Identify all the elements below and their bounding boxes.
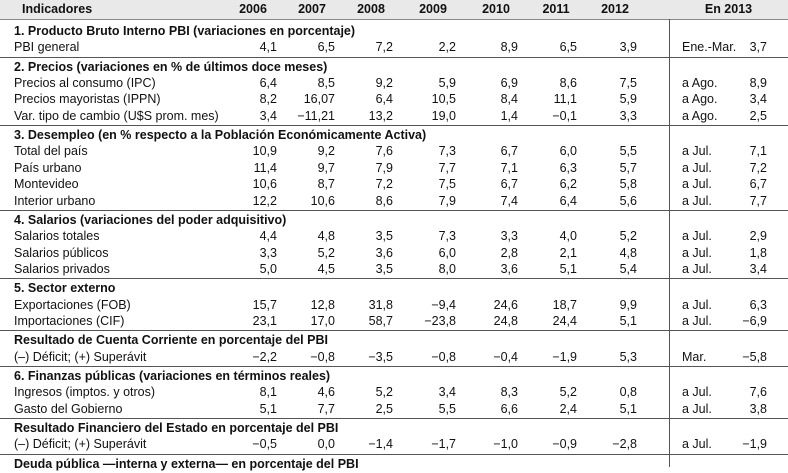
value-2013: 7,2: [749, 160, 767, 175]
value-2013: 6,3: [749, 297, 767, 312]
value-2012: 5,4: [619, 261, 637, 276]
value-2013: −6,9: [742, 313, 767, 328]
value-2009: 7,3: [438, 144, 456, 159]
value-2007: 9,2: [317, 144, 335, 159]
value-2006: −2,2: [252, 349, 277, 364]
value-2012: 4,8: [619, 245, 637, 260]
section-title: 2. Precios (variaciones en % de últimos doce meses): [14, 59, 328, 74]
value-2013: 3,4: [749, 261, 767, 276]
section-title: 5. Sector externo: [14, 281, 116, 296]
period-2013: Ene.-Mar.: [682, 40, 737, 55]
value-2008: −3,5: [368, 349, 393, 364]
value-2006: 3,3: [259, 245, 277, 260]
value-2011: 6,3: [559, 160, 577, 175]
value-2009: −0,8: [431, 349, 456, 364]
value-2008: 2,5: [375, 401, 393, 416]
section-title: Deuda pública —interna y externa— en porcentaje del PBI: [14, 456, 359, 471]
value-2012: 5,5: [619, 144, 637, 159]
row-label: Gasto del Gobierno: [14, 401, 123, 416]
value-2010: 6,9: [500, 76, 518, 91]
header-year-2007: 2007: [298, 2, 326, 16]
value-2010: −1,0: [493, 437, 518, 452]
value-2011: 2,4: [559, 401, 577, 416]
period-2013: a Ago.: [682, 92, 718, 107]
value-2006: 4,1: [259, 40, 277, 55]
value-2007: 0,0: [317, 437, 335, 452]
value-2006: 10,6: [252, 177, 277, 192]
section-divider: [0, 57, 788, 58]
value-2008: 13,2: [368, 108, 393, 123]
value-2011: 6,4: [559, 193, 577, 208]
value-2008: 3,6: [375, 245, 393, 260]
value-2013: 7,1: [749, 144, 767, 159]
value-2011: 2,1: [559, 245, 577, 260]
period-2013: a Jul.: [682, 297, 712, 312]
value-2012: 5,1: [619, 313, 637, 328]
value-2010: 3,6: [500, 261, 518, 276]
row-label: País urbano: [14, 160, 82, 175]
value-2013: −1,9: [742, 437, 767, 452]
value-2012: 0,8: [619, 385, 637, 400]
value-2008: 58,7: [368, 313, 393, 328]
value-2012: 5,7: [619, 160, 637, 175]
value-2011: −0,9: [552, 437, 577, 452]
value-2012: 5,8: [619, 177, 637, 192]
value-2011: −1,9: [552, 349, 577, 364]
period-2013: a Jul.: [682, 245, 712, 260]
value-2012: 5,1: [619, 401, 637, 416]
value-2009: 5,9: [438, 76, 456, 91]
value-2009: −1,7: [431, 437, 456, 452]
value-2012: 7,5: [619, 76, 637, 91]
row-label: Precios mayoristas (IPPN): [14, 92, 161, 107]
value-2007: 16,07: [303, 92, 335, 107]
value-2006: 11,4: [253, 160, 277, 175]
section-divider: [0, 210, 788, 211]
period-2013: a Jul.: [682, 144, 712, 159]
value-2006: 5,0: [259, 261, 277, 276]
value-2007: 8,5: [317, 76, 335, 91]
value-2006: 8,2: [259, 92, 277, 107]
value-2011: 5,1: [559, 261, 577, 276]
period-2013: a Jul.: [682, 229, 712, 244]
value-2007: 17,0: [310, 313, 335, 328]
value-2006: 8,1: [259, 385, 277, 400]
value-2009: 10,5: [431, 92, 456, 107]
value-2010: 6,7: [500, 144, 518, 159]
period-2013: a Jul.: [682, 437, 712, 452]
value-2007: 12,8: [310, 297, 335, 312]
period-2013: a Jul.: [682, 401, 712, 416]
row-label: Salarios totales: [14, 229, 100, 244]
value-2009: 3,4: [438, 385, 456, 400]
value-2012: 9,9: [619, 297, 637, 312]
value-2007: 4,8: [317, 229, 335, 244]
value-2012: 3,9: [619, 40, 637, 55]
value-2006: 4,4: [259, 229, 277, 244]
value-2009: −9,4: [431, 297, 456, 312]
row-label: Exportaciones (FOB): [14, 297, 131, 312]
section-title: 4. Salarios (variaciones del poder adquisitivo): [14, 212, 287, 227]
section-divider: [0, 454, 788, 455]
value-2011: 6,0: [559, 144, 577, 159]
header-year-2006: 2006: [239, 2, 267, 16]
value-2007: 4,6: [317, 385, 335, 400]
value-2011: 11,1: [553, 92, 577, 107]
value-2010: 3,3: [500, 229, 518, 244]
value-2012: 5,3: [619, 349, 637, 364]
value-2008: 8,6: [375, 193, 393, 208]
value-2006: 23,1: [252, 313, 277, 328]
row-label: (–) Déficit; (+) Superávit: [14, 349, 147, 364]
value-2009: 7,3: [438, 229, 456, 244]
header-year-2009: 2009: [419, 2, 447, 16]
value-2007: 9,7: [317, 160, 335, 175]
value-2006: 5,1: [259, 401, 277, 416]
value-2010: −0,4: [493, 349, 518, 364]
value-2012: −2,8: [612, 437, 637, 452]
value-2008: −1,4: [368, 437, 393, 452]
value-2010: 24,8: [493, 313, 518, 328]
section-title: Resultado de Cuenta Corriente en porcentaje del PBI: [14, 333, 328, 348]
period-2013: a Ago.: [682, 76, 718, 91]
header-year-2010: 2010: [482, 2, 510, 16]
value-2009: 7,7: [438, 160, 456, 175]
value-2013: 7,6: [749, 385, 767, 400]
row-label: (–) Déficit; (+) Superávit: [14, 437, 147, 452]
value-2013: 3,7: [749, 40, 767, 55]
value-2010: 6,6: [500, 401, 518, 416]
period-2013: a Ago.: [682, 108, 718, 123]
column-divider: [669, 19, 670, 467]
value-2008: 31,8: [368, 297, 393, 312]
value-2006: 12,2: [252, 193, 277, 208]
value-2008: 7,9: [375, 160, 393, 175]
period-2013: Mar.: [682, 349, 707, 364]
row-label: Importaciones (CIF): [14, 313, 125, 328]
row-label: Montevideo: [14, 177, 79, 192]
value-2008: 9,2: [375, 76, 393, 91]
value-2009: 6,0: [438, 245, 456, 260]
section-title: 3. Desempleo (en % respecto a la Población Económicamente Activa): [14, 128, 427, 143]
value-2009: 8,0: [438, 261, 456, 276]
value-2007: 7,7: [317, 401, 335, 416]
value-2007: 8,7: [317, 177, 335, 192]
section-divider: [0, 366, 788, 367]
value-2011: 6,2: [559, 177, 577, 192]
value-2011: 8,6: [559, 76, 577, 91]
value-2012: 5,9: [619, 92, 637, 107]
value-2006: 15,7: [252, 297, 277, 312]
value-2007: −11,21: [297, 108, 335, 123]
value-2012: 3,3: [619, 108, 637, 123]
header-indicadores: Indicadores: [22, 2, 93, 16]
header-year-2011: 2011: [542, 2, 570, 16]
value-2006: 3,4: [259, 108, 277, 123]
row-label: PBI general: [14, 40, 80, 55]
section-divider: [0, 278, 788, 279]
value-2006: 6,4: [259, 76, 277, 91]
value-2013: 7,7: [749, 193, 767, 208]
value-2010: 8,9: [500, 40, 518, 55]
value-2007: 5,2: [317, 245, 335, 260]
value-2009: 7,9: [438, 193, 456, 208]
section-title: Resultado Financiero del Estado en porcentaje del PBI: [14, 421, 339, 436]
value-2010: 7,4: [500, 193, 518, 208]
section-title: 6. Finanzas públicas (variaciones en términos reales): [14, 369, 331, 383]
value-2012: 5,2: [619, 229, 637, 244]
value-2010: 24,6: [493, 297, 518, 312]
value-2011: 24,4: [552, 313, 577, 328]
value-2010: 1,4: [500, 108, 518, 123]
row-label: Ingresos (imptos. y otros): [14, 385, 156, 400]
value-2011: 4,0: [559, 229, 577, 244]
value-2013: 3,4: [749, 92, 767, 107]
value-2009: −23,8: [424, 313, 456, 328]
row-label: Interior urbano: [14, 193, 96, 208]
value-2007: 10,6: [310, 193, 335, 208]
section-divider: [0, 330, 788, 331]
period-2013: a Jul.: [682, 261, 712, 276]
value-2011: −0,1: [552, 108, 577, 123]
value-2009: 19,0: [431, 108, 456, 123]
value-2010: 2,8: [500, 245, 518, 260]
value-2007: 6,5: [317, 40, 335, 55]
value-2011: 6,5: [559, 40, 577, 55]
header-en-2013: En 2013: [704, 2, 753, 16]
value-2007: −0,8: [310, 349, 335, 364]
period-2013: a Jul.: [682, 177, 712, 192]
value-2013: 2,9: [749, 229, 767, 244]
value-2008: 3,5: [375, 261, 393, 276]
row-label: Total del país: [14, 144, 88, 159]
value-2011: 5,2: [559, 385, 577, 400]
value-2009: 5,5: [438, 401, 456, 416]
value-2013: 3,8: [749, 401, 767, 416]
value-2012: 5,6: [619, 193, 637, 208]
value-2010: 7,1: [500, 160, 518, 175]
value-2008: 6,4: [375, 92, 393, 107]
value-2013: 2,5: [749, 108, 767, 123]
value-2007: 4,5: [317, 261, 335, 276]
value-2006: −0,5: [252, 437, 277, 452]
value-2009: 2,2: [438, 40, 456, 55]
value-2013: −5,8: [742, 349, 767, 364]
value-2008: 7,2: [375, 40, 393, 55]
value-2010: 8,3: [500, 385, 518, 400]
value-2010: 6,7: [500, 177, 518, 192]
value-2013: 8,9: [749, 76, 767, 91]
value-2008: 7,2: [375, 177, 393, 192]
row-label: Salarios privados: [14, 261, 110, 276]
row-label: Precios al consumo (IPC): [14, 76, 156, 91]
header-year-2012: 2012: [601, 2, 629, 16]
value-2008: 7,6: [375, 144, 393, 159]
value-2011: 18,7: [552, 297, 577, 312]
row-label: Var. tipo de cambio (U$S prom. mes): [14, 108, 219, 123]
value-2010: 8,4: [500, 92, 518, 107]
value-2008: 3,5: [375, 229, 393, 244]
period-2013: a Jul.: [682, 160, 712, 175]
period-2013: a Jul.: [682, 385, 712, 400]
value-2013: 6,7: [749, 177, 767, 192]
section-divider: [0, 125, 788, 126]
header-year-2008: 2008: [357, 2, 385, 16]
row-label: Salarios públicos: [14, 245, 109, 260]
value-2006: 10,9: [252, 144, 277, 159]
value-2009: 7,5: [438, 177, 456, 192]
value-2008: 5,2: [375, 385, 393, 400]
section-title: 1. Producto Bruto Interno PBI (variaciones en porcentaje): [14, 24, 356, 38]
value-2013: 1,8: [749, 245, 767, 260]
section-divider: [0, 418, 788, 419]
period-2013: a Jul.: [682, 193, 712, 208]
period-2013: a Jul.: [682, 313, 712, 328]
